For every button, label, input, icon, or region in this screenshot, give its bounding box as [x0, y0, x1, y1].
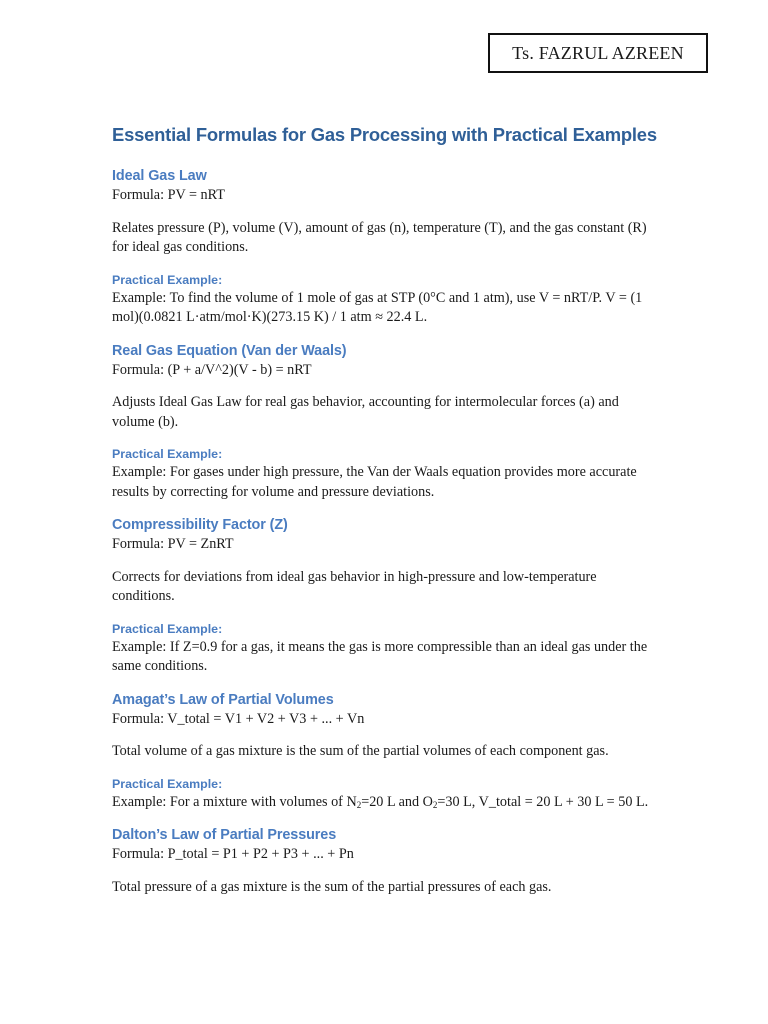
description-text: Adjusts Ideal Gas Law for real gas behavior, accounting for intermolecular forces (a) and volume (b).	[112, 394, 619, 430]
description-text: Total volume of a gas mixture is the sum of the partial volumes of each component gas.	[112, 743, 609, 759]
document-title: Essential Formulas for Gas Processing with Practical Examples	[112, 124, 657, 145]
description-text: Relates pressure (P), volume (V), amount of gas (n), temperature (T), and the gas constant (R) for ideal gas conditions.	[112, 219, 647, 255]
description-text: Corrects for deviations from ideal gas behavior in high-pressure and low-temperature conditions.	[112, 568, 597, 604]
practical-example-label: Practical Example:	[112, 621, 223, 636]
document-body	[112, 124, 657, 910]
author-name: Ts. FAZRUL AZREEN	[512, 42, 684, 63]
subscript-2: 2	[432, 799, 438, 810]
description-text: Total pressure of a gas mixture is the sum of the partial pressures of each gas.	[112, 878, 552, 895]
example-text-mid: =20 L and O	[361, 793, 433, 810]
section-heading: Ideal Gas Law	[112, 168, 207, 184]
section-ideal-gas-law	[112, 167, 652, 328]
formula-text: Formula: PV = nRT	[112, 187, 225, 203]
practical-example-label: Practical Example:	[112, 776, 223, 791]
example-text: Example: To find the volume of 1 mole of gas at STP (0°C and 1 atm), use V = nRT/P. V = (1 mol)(0.0821 L·atm/mol·K)(273.15 K) / 1 atm ≈ 22.4 L.	[112, 289, 643, 325]
section-heading: Real Gas Equation (Van der Waals)	[112, 342, 347, 359]
formula-text: Formula: V_total = V1 + V2 + V3 + ... + Vn	[112, 710, 365, 727]
subscript-2: 2	[356, 799, 362, 810]
example-text-lead: Example: For a mixture with volumes of N	[112, 793, 357, 810]
section-heading: Amagat’s Law of Partial Volumes	[112, 691, 334, 708]
section-dalton-law	[112, 826, 652, 897]
formula-text: Formula: (P + a/V^2)(V - b) = nRT	[112, 361, 312, 378]
formula-text: Formula: PV = ZnRT	[112, 536, 234, 552]
section-amagat-law	[112, 691, 652, 813]
example-text-tail: =30 L, V_total = 20 L + 30 L = 50 L.	[437, 793, 649, 810]
author-name-box	[488, 33, 708, 73]
example-text	[112, 793, 652, 813]
section-heading: Compressibility Factor (Z)	[112, 517, 288, 533]
section-van-der-waals	[112, 342, 652, 503]
example-text: Example: For gases under high pressure, the Van der Waals equation provides more accurate results by correcting for volume and pressure deviations.	[112, 464, 637, 500]
practical-example-label: Practical Example:	[112, 272, 223, 287]
section-compressibility-factor	[112, 516, 652, 677]
section-heading: Dalton’s Law of Partial Pressures	[112, 827, 337, 843]
practical-example-label: Practical Example:	[112, 447, 223, 461]
example-text: Example: If Z=0.9 for a gas, it means the gas is more compressible than an ideal gas under the same conditions.	[112, 638, 648, 674]
formula-text: Formula: P_total = P1 + P2 + P3 + ... + Pn	[112, 846, 354, 862]
